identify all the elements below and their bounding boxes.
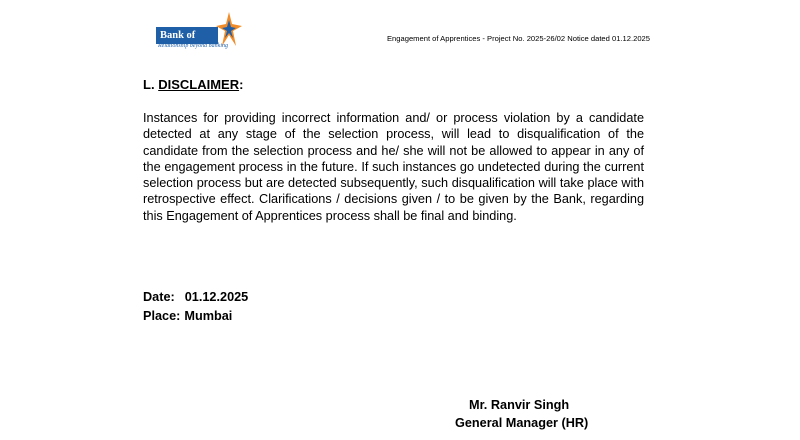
disclaimer-paragraph: Instances for providing incorrect information and/ or process violation by a candidate detected at any stage of the selection process, will lead to disqualification of the candidate from the selection process and he/ she will not be allowed to appear in any of the engagement process in the future. If such instances go undetected during the current selection process but are detected subsequently, such disqualification will take place with retrospective effect. Clarifications / decisions given / to be given by the Bank, regarding this Engagement of Apprentices process shall be final and binding. xyxy=(143,111,644,223)
signatory-title: General Manager (HR) xyxy=(455,416,589,430)
section-number: L. xyxy=(143,77,155,92)
logo-tagline: Relationship beyond banking xyxy=(158,43,228,49)
date-value: 01.12.2025 xyxy=(184,290,249,304)
date-label: Date: xyxy=(143,290,175,304)
section-title-suffix: : xyxy=(239,77,244,92)
star-logo-icon xyxy=(216,12,242,46)
section-title: DISCLAIMER xyxy=(158,77,240,92)
logo-brand-name: Bank of India xyxy=(156,27,218,44)
bank-logo xyxy=(156,12,238,58)
place-label: Place: xyxy=(143,309,181,323)
signatory-name: Mr. Ranvir Singh xyxy=(469,398,570,412)
place-value: Mumbai xyxy=(184,309,233,323)
header-reference: Engagement of Apprentices - Project No. 2025-26/02 Notice dated 01.12.2025 xyxy=(386,34,650,43)
section-heading xyxy=(143,77,243,92)
date-line xyxy=(143,290,248,304)
place-line xyxy=(143,309,232,323)
